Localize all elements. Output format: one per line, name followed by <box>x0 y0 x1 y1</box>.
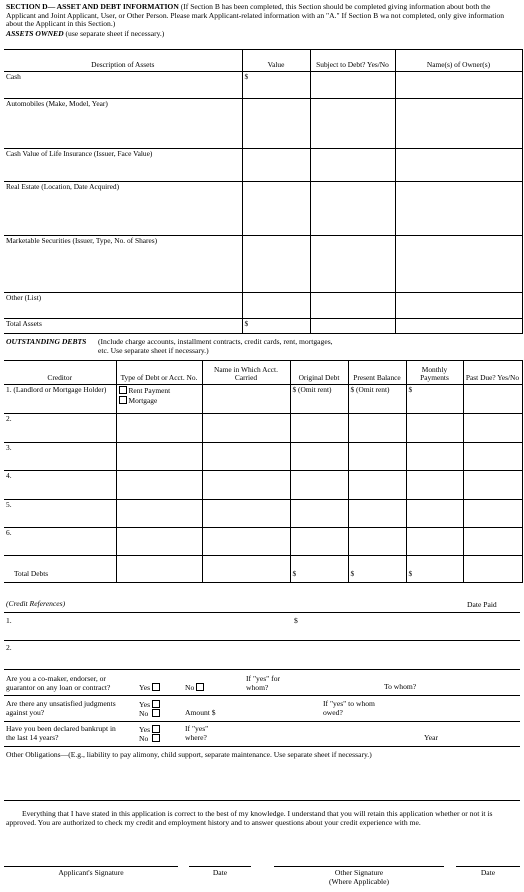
asset-value[interactable]: $ <box>242 319 310 334</box>
debt-balance[interactable] <box>348 414 406 443</box>
debts-note: (Include charge accounts, installment contracts, credit cards, rent, mortgages, etc. Use separate sheet if necessary.) <box>98 337 333 355</box>
other-signature-label <box>274 869 444 886</box>
asset-value[interactable] <box>242 149 310 182</box>
asset-subject-to-debt[interactable] <box>310 319 395 334</box>
col-value: Value <box>242 50 310 72</box>
q1-to-whom-label: To whom? <box>384 682 417 691</box>
q2-no-checkbox[interactable] <box>152 709 160 717</box>
asset-desc: Total Assets <box>4 319 242 334</box>
debt-monthly[interactable] <box>406 500 463 528</box>
q3-no-label: No <box>139 734 149 743</box>
certification-statement: Everything that I have stated in this application is correct to the best of my knowledge. I understand that you will retain this application whether or not it is approved. You are authorized to check my credit and employment history and to answer questions about your credit experience with me. <box>6 809 493 828</box>
debt-type[interactable] <box>116 414 202 443</box>
question-co-maker: Are you a co-maker, endorser, or guarantor on any loan or contract? <box>6 674 111 692</box>
date-label-2: Date <box>480 868 496 877</box>
debt-account-name[interactable] <box>202 500 290 528</box>
asset-subject-to-debt[interactable] <box>310 236 395 293</box>
section-instructions: (If Section B has been completed, this Section should be completed giving information about both the Applicant and Joint Applicant, User, or Other Person. Please mark Applicant-related information with an "A." If Section B wa not completed, only give information about the Applicant in this Section.) <box>6 2 505 28</box>
asset-value[interactable] <box>242 182 310 236</box>
col-monthly-payments: Monthly Payments <box>406 361 463 385</box>
debt-creditor: 1. (Landlord or Mortgage Holder) <box>4 385 116 414</box>
q3-yes-label: Yes <box>139 725 151 734</box>
col-account-name: Name in Which Acct. Carried <box>202 361 290 385</box>
debts-title: OUTSTANDING DEBTS <box>6 337 87 346</box>
debt-type[interactable] <box>116 471 202 500</box>
debt-past-due[interactable] <box>463 471 522 500</box>
col-owners: Name(s) of Owner(s) <box>395 50 522 72</box>
applicant-signature-line[interactable] <box>4 866 178 867</box>
debt-account-name[interactable] <box>202 414 290 443</box>
rent-payment-option[interactable] <box>119 386 200 396</box>
q3-no-checkbox[interactable] <box>152 734 160 742</box>
debt-account-name[interactable] <box>202 471 290 500</box>
debt-creditor: 3. <box>4 443 116 471</box>
mortgage-checkbox[interactable] <box>119 396 127 404</box>
debt-past-due[interactable] <box>463 528 522 556</box>
assets-heading <box>6 30 164 39</box>
asset-row <box>4 236 522 293</box>
other-signature-note: (Where Applicable) <box>328 876 390 886</box>
other-signature-text: Other Signature <box>334 868 384 877</box>
asset-desc: Marketable Securities (Issuer, Type, No. of Shares) <box>4 236 242 293</box>
credit-ref-1-amount[interactable]: $ <box>294 616 298 625</box>
other-signature-line[interactable] <box>274 866 444 867</box>
asset-subject-to-debt[interactable] <box>310 182 395 236</box>
asset-owners[interactable] <box>395 72 522 99</box>
debt-original[interactable] <box>290 443 348 471</box>
col-description: Description of Assets <box>4 50 242 72</box>
assets-title: ASSETS OWNED <box>6 29 64 38</box>
debt-type[interactable] <box>116 443 202 471</box>
rent-payment-label: Rent Payment <box>128 386 171 395</box>
debt-past-due[interactable] <box>463 500 522 528</box>
debt-creditor: 2. <box>4 414 116 443</box>
section-title: SECTION D— ASSET AND DEBT INFORMATION <box>6 2 179 11</box>
col-present-balance: Present Balance <box>348 361 406 385</box>
asset-owners[interactable] <box>395 182 522 236</box>
q3-if-yes-label: If "yes" where? <box>185 724 209 742</box>
asset-subject-to-debt[interactable] <box>310 72 395 99</box>
debt-balance[interactable] <box>348 500 406 528</box>
debt-total-original[interactable]: $ <box>290 556 348 583</box>
asset-desc: Other (List) <box>4 293 242 319</box>
q1-no-option[interactable] <box>185 683 206 693</box>
debt-row <box>4 528 522 556</box>
mortgage-label: Mortgage <box>128 395 158 405</box>
q1-yes-label: Yes <box>139 683 151 692</box>
q1-yes-checkbox[interactable] <box>152 683 160 691</box>
applicant-signature-label: Applicant's Signature <box>58 868 124 877</box>
q2-yes-checkbox[interactable] <box>152 700 160 708</box>
mortgage-option[interactable] <box>119 396 200 406</box>
col-original-debt: Original Debt <box>290 361 348 385</box>
credit-ref-1-label: 1. <box>6 616 12 625</box>
debt-past-due[interactable] <box>463 556 522 583</box>
debt-total-label: Total Debts <box>4 556 116 583</box>
debt-total-monthly[interactable]: $ <box>406 556 463 583</box>
asset-subject-to-debt[interactable] <box>310 149 395 182</box>
asset-desc: Real Estate (Location, Date Acquired) <box>4 182 242 236</box>
debt-account-name[interactable] <box>202 443 290 471</box>
date-line-1[interactable] <box>189 866 251 867</box>
debt-past-due[interactable] <box>463 414 522 443</box>
question-divider <box>4 695 520 696</box>
q2-amount-label: Amount $ <box>185 708 216 717</box>
debt-balance[interactable]: $ (Omit rent) <box>348 385 406 414</box>
rent-payment-checkbox[interactable] <box>119 386 127 394</box>
credit-ref-line <box>4 640 520 641</box>
debt-monthly[interactable] <box>406 443 463 471</box>
asset-row <box>4 293 522 319</box>
debt-account-name[interactable] <box>202 528 290 556</box>
asset-owners[interactable] <box>395 236 522 293</box>
question-bankrupt: Have you been declared bankrupt in the last 14 years? <box>6 724 116 742</box>
debts-table <box>4 360 523 583</box>
debt-monthly[interactable]: $ <box>406 385 463 414</box>
question-judgments: Are there any unsatisfied judgments against you? <box>6 699 116 717</box>
debt-row <box>4 414 522 443</box>
debt-row <box>4 385 522 414</box>
debt-monthly[interactable] <box>406 528 463 556</box>
asset-desc: Automobiles (Make, Model, Year) <box>4 99 242 149</box>
debt-original[interactable] <box>290 414 348 443</box>
q3-yes-checkbox[interactable] <box>152 725 160 733</box>
debt-original[interactable] <box>290 528 348 556</box>
debt-creditor: 5. <box>4 500 116 528</box>
q1-no-checkbox[interactable] <box>196 683 204 691</box>
debt-original[interactable]: $ (Omit rent) <box>290 385 348 414</box>
debt-creditor: 6. <box>4 528 116 556</box>
debt-past-due[interactable] <box>463 385 522 414</box>
credit-references-title: (Credit References) <box>6 599 66 608</box>
debt-original[interactable] <box>290 471 348 500</box>
debt-row <box>4 471 522 500</box>
debt-row <box>4 500 522 528</box>
debt-original[interactable] <box>290 500 348 528</box>
asset-owners[interactable] <box>395 149 522 182</box>
debt-monthly[interactable] <box>406 414 463 443</box>
q2-yes-label: Yes <box>139 700 151 709</box>
debt-balance[interactable] <box>348 528 406 556</box>
asset-row <box>4 182 522 236</box>
debt-account-name[interactable] <box>202 385 290 414</box>
debt-total-row <box>4 556 522 583</box>
q2-no-label: No <box>139 709 149 718</box>
asset-owners[interactable] <box>395 293 522 319</box>
q1-yes-option[interactable] <box>139 683 162 693</box>
debt-total-balance[interactable]: $ <box>348 556 406 583</box>
debt-type <box>116 385 202 414</box>
asset-owners[interactable] <box>395 99 522 149</box>
date-paid-label: Date Paid <box>467 600 497 609</box>
q3-year-label: Year <box>424 733 438 742</box>
q2-if-yes-label: If "yes" to whom owed? <box>323 699 375 717</box>
credit-ref-2-label: 2. <box>6 643 12 652</box>
debt-balance[interactable] <box>348 471 406 500</box>
q3-no-option[interactable] <box>139 734 162 744</box>
q2-no-option[interactable] <box>139 709 162 719</box>
col-past-due: Past Due? Yes/No <box>463 361 522 385</box>
other-obligations-label: Other Obligations—(E.g., liability to pay alimony, child support, separate maintenance. Use separate sheet if necessary.) <box>6 750 372 759</box>
debt-type[interactable] <box>116 528 202 556</box>
debt-creditor: 4. <box>4 471 116 500</box>
asset-desc: Cash <box>4 72 242 99</box>
date-label-1: Date <box>212 868 228 877</box>
q1-no-label: No <box>185 683 195 692</box>
credit-ref-line <box>4 612 520 613</box>
debt-type <box>116 556 202 583</box>
asset-subject-to-debt[interactable] <box>310 99 395 149</box>
date-line-2[interactable] <box>456 866 520 867</box>
debt-account-name <box>202 556 290 583</box>
question-divider <box>4 746 520 747</box>
debt-past-due[interactable] <box>463 443 522 471</box>
assets-table <box>4 49 523 334</box>
asset-desc: Cash Value of Life Insurance (Issuer, Face Value) <box>4 149 242 182</box>
col-debt-type: Type of Debt or Acct. No. <box>116 361 202 385</box>
asset-row <box>4 149 522 182</box>
assets-note: (use separate sheet if necessary.) <box>65 29 165 38</box>
asset-value[interactable] <box>242 293 310 319</box>
col-subject-to-debt: Subject to Debt? Yes/No <box>310 50 395 72</box>
debt-row <box>4 443 522 471</box>
debt-balance[interactable] <box>348 443 406 471</box>
obligations-line <box>4 800 520 801</box>
credit-ref-line <box>4 669 520 670</box>
asset-value[interactable]: $ <box>242 72 310 99</box>
q1-if-yes-label: If "yes" for whom? <box>246 674 281 692</box>
asset-total-row <box>4 319 522 334</box>
debt-type[interactable] <box>116 500 202 528</box>
asset-owners[interactable] <box>395 319 522 334</box>
asset-row <box>4 72 522 99</box>
col-creditor: Creditor <box>4 361 116 385</box>
debt-monthly[interactable] <box>406 471 463 500</box>
asset-subject-to-debt[interactable] <box>310 293 395 319</box>
asset-value[interactable] <box>242 236 310 293</box>
asset-row <box>4 99 522 149</box>
section-header <box>6 3 521 29</box>
asset-value[interactable] <box>242 99 310 149</box>
question-divider <box>4 721 520 722</box>
